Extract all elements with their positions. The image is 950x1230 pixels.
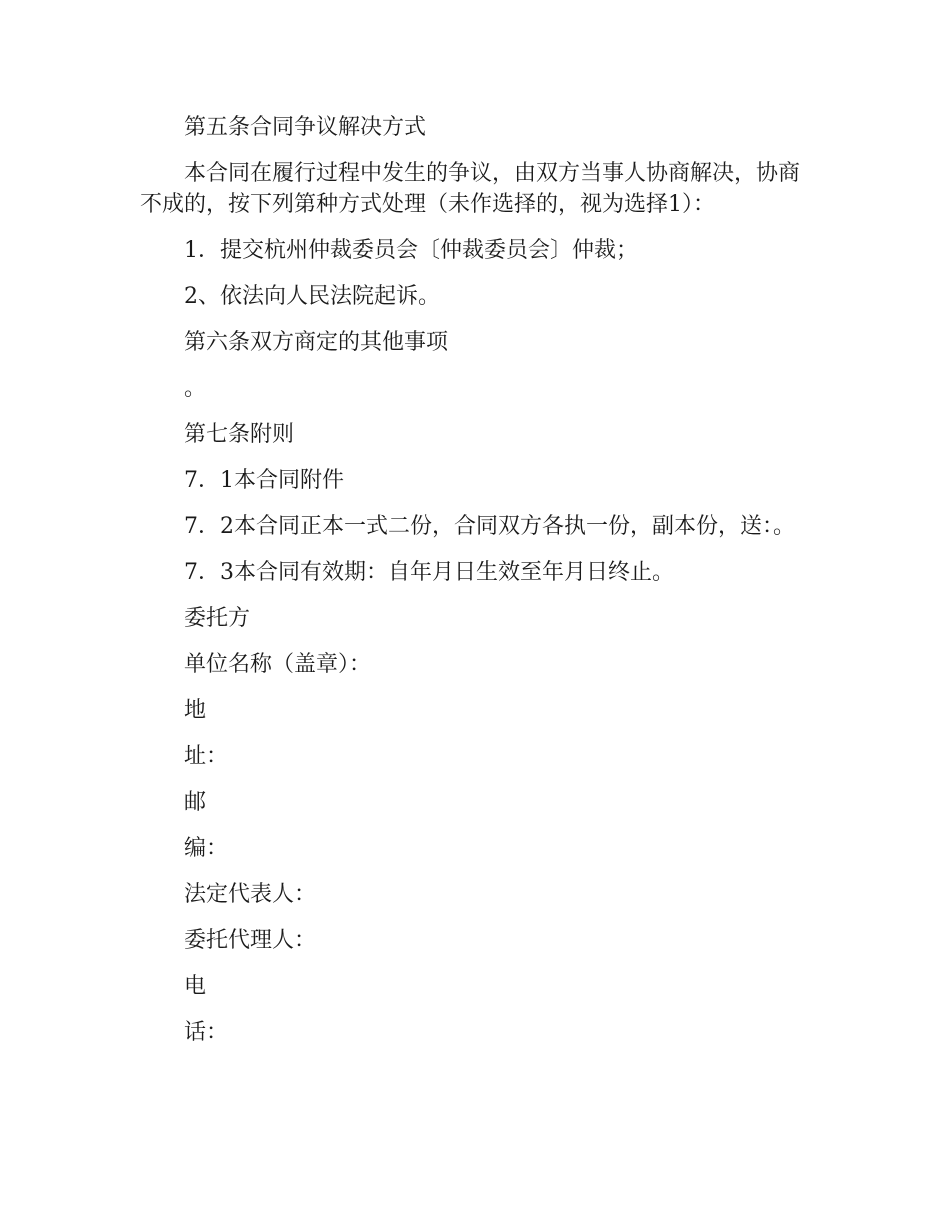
article-5-heading: 第五条合同争议解决方式 (184, 115, 427, 140)
postcode-label-part-1: 邮 (184, 790, 207, 815)
address-label-part-2: 址： (184, 744, 229, 769)
principal-party-label: 委托方 (184, 606, 251, 631)
article-6-content: 。 (184, 376, 207, 401)
unit-name-field-label: 单位名称（盖章）： (184, 652, 372, 677)
phone-label-part-1: 电 (184, 974, 207, 999)
article-7-heading: 第七条附则 (184, 422, 295, 447)
address-label-part-1: 地 (184, 698, 207, 723)
option-litigation: 2、依法向人民法院起诉。 (184, 284, 440, 309)
clause-7-1: 7．1本合同附件 (184, 468, 344, 493)
authorized-agent-label: 委托代理人： (184, 928, 317, 953)
clause-7-3: 7．3本合同有效期：自年月日生效至年月日终止。 (184, 560, 674, 585)
phone-label-part-2: 话： (184, 1020, 229, 1045)
legal-representative-label: 法定代表人： (184, 882, 317, 907)
article-6-heading: 第六条双方商定的其他事项 (184, 330, 449, 355)
postcode-label-part-2: 编： (184, 836, 229, 861)
option-arbitration: 1．提交杭州仲裁委员会〔仲裁委员会〕仲裁； (184, 238, 638, 263)
document-body (140, 112, 820, 1063)
dispute-resolution-paragraph: 本合同在履行过程中发生的争议，由双方当事人协商解决，协商不成的，按下列第种方式处理（未作选择的，视为选择1）： (140, 161, 801, 217)
clause-7-2: 7．2本合同正本一式二份，合同双方各执一份，副本份，送：。 (184, 514, 795, 539)
